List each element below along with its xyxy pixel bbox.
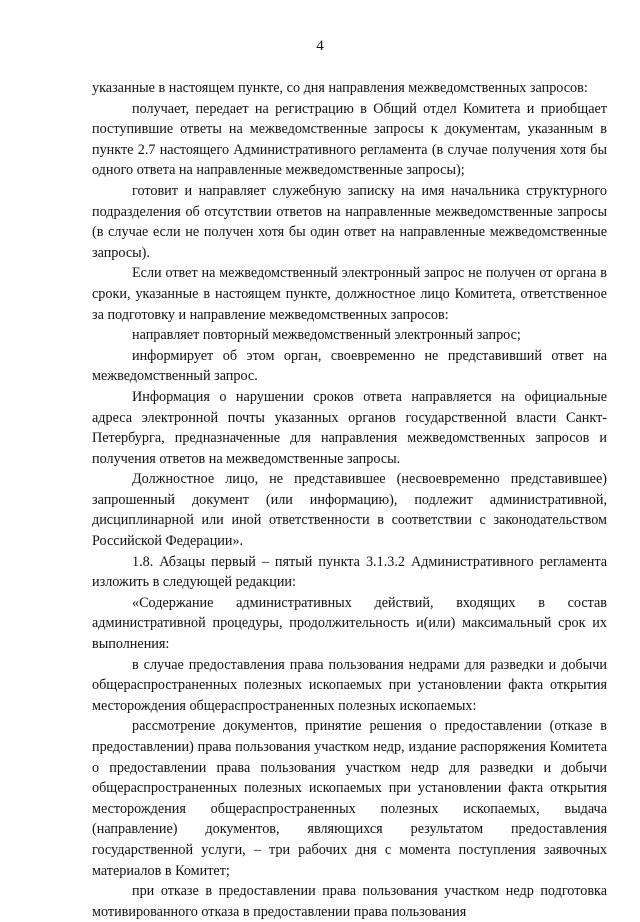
paragraph: рассмотрение документов, принятие решения о предоставлении (отказе в предоставлении) права пользования участком недр, издание распоряжения Комитета о предоставлении права пользования участком недр для разведки и добычи общераспространенных полезных ископаемых при установлении факта открытия месторождения общераспространенных полезных ископаемых, выдача (направление) документов, являющихся результатом предоставления государственной услуги, – три рабочих дня с момента поступления заявочных материалов в Комитет;: [92, 718, 607, 879]
paragraph: Информация о нарушении сроков ответа направляется на официальные адреса электронной почты указанных органов государственной власти Санкт-Петербурга, предназначенные для направления межведомственных запросов и получения ответов на межведомственные запросы.: [92, 388, 607, 467]
paragraph: в случае предоставления права пользования недрами для разведки и добычи общераспространенных полезных ископаемых при установлении факта открытия месторождения общераспространенных полезных ископаемых:: [92, 656, 607, 714]
paragraph: Если ответ на межведомственный электронный запрос не получен от органа в сроки, указанные в настоящем пункте, должностное лицо Комитета, ответственное за подготовку и направление межведомственных запросов:: [92, 265, 607, 323]
paragraph: направляет повторный межведомственный электронный запрос;: [132, 327, 521, 344]
document-body: [92, 78, 607, 922]
paragraph: «Содержание административных действий, входящих в состав административной процедуры, продолжительность и(или) максимальный срок их выполнения:: [92, 594, 607, 653]
paragraph: Должностное лицо, не представившее (несвоевременно представившее) запрошенный документ (или информацию), подлежит административной, дисциплинарной или иной ответственности в соответствии с законодательством Российской Федерации».: [92, 471, 607, 550]
paragraph: готовит и направляет служебную записку на имя начальника структурного подразделения об отсутствии ответов на направленные межведомственные запросы (в случае если не получен хотя бы один ответ на направленные межведомственные запросы).: [92, 182, 607, 261]
paragraph: при отказе в предоставлении права пользования участком недр подготовка мотивированного отказа в предоставлении права пользования: [92, 883, 607, 920]
page-number: 4: [316, 38, 324, 54]
paragraph: 1.8. Абзацы первый – пятый пункта 3.1.3.2 Административного регламента изложить в следующей редакции:: [92, 553, 607, 591]
paragraph: указанные в настоящем пункте, со дня направления межведомственных запросов:: [92, 80, 588, 96]
paragraph: получает, передает на регистрацию в Общий отдел Комитета и приобщает поступившие ответы на межведомственные запросы к документам, указанным в пункте 2.7 настоящего Административного регламента (в случае получения хотя бы одного ответа на направленные межведомственные запросы);: [92, 100, 607, 179]
paragraph: информирует об этом орган, своевременно не представивший ответ на межведомственный запрос.: [92, 347, 607, 385]
